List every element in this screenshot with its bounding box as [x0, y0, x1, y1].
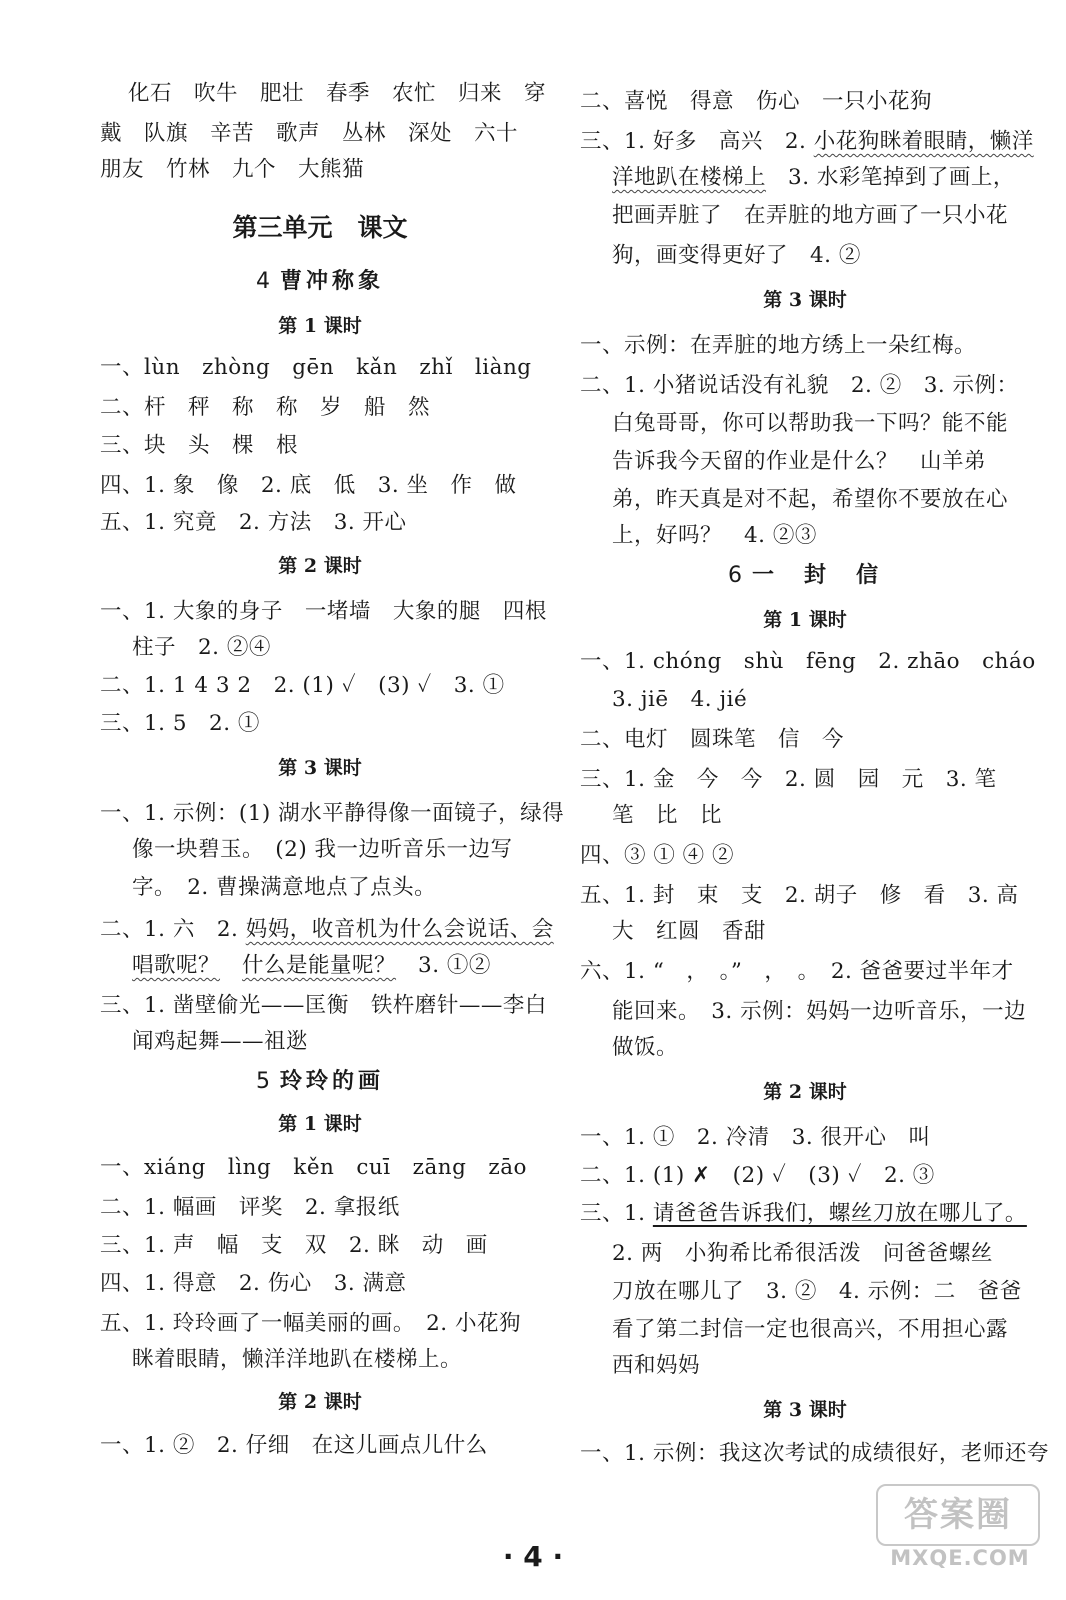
answer-line: 一、lùn zhòng gēn kǎn zhǐ liàng — [100, 355, 532, 380]
underlined-answer: 请爸爸告诉我们，螺丝刀放在哪儿了。 — [652, 1201, 1027, 1226]
lesson-4-title — [100, 264, 540, 300]
answer-line: 二、电灯 圆珠笔 信 今 — [580, 727, 845, 752]
lesson-4-period-3-title: 第 3 课时 — [278, 757, 362, 779]
answer-line-q3 — [580, 124, 1034, 160]
wavy-underlined-answer: 小花狗眯着眼睛，懒洋 — [813, 129, 1034, 154]
answer-line: 像一块碧玉。 (2) 我一边听音乐一边写 — [132, 837, 513, 862]
wavy-underlined-answer: 什么是能量呢？ — [242, 953, 397, 978]
answer-line: 弟，昨天真是对不起，希望你不要放在心 — [612, 487, 1009, 512]
answer-line: 3. jiē 4. jié — [612, 687, 748, 712]
answer-line-q2-cont — [132, 948, 491, 984]
spacer-text — [220, 953, 242, 978]
answer-line: 一、1. chóng shù fēng 2. zhāo cháo — [580, 649, 1036, 674]
lesson-5-period-3-title: 第 3 课时 — [763, 289, 847, 311]
answer-line: 二、1. (1) ✗ (2) ✓ (3) ✓ 2. ③ — [580, 1163, 935, 1188]
lesson-6-period-3-title: 第 3 课时 — [763, 1399, 847, 1421]
answer-line: 一、1. 示例：我这次考试的成绩很好，老师还夸 — [580, 1441, 1049, 1466]
answer-line: 六、1. “ ， 。” ， 。 2. 爸爸要过半年才 — [580, 959, 1014, 984]
answer-line: 告诉我今天留的作业是什么？ 山羊弟 — [612, 449, 987, 474]
lesson-4-number: 4 — [255, 269, 270, 294]
answer-line: 2. 两 小狗希比希很活泼 问爸爸螺丝 — [612, 1241, 993, 1266]
answer-line: 闻鸡起舞——祖逖 — [132, 1029, 309, 1054]
answer-line: 四、1. 象 像 2. 底 低 3. 坐 作 做 — [100, 473, 517, 498]
watermark-logo: 答案圈 — [876, 1484, 1040, 1546]
answer-line: 二、1. 1 4 3 2 2. (1) ✓ (3) ✓ 3. ① — [100, 673, 505, 698]
answer-line: 刀放在哪儿了 3. ② 4. 示例：二 爸爸 — [612, 1279, 1022, 1304]
lesson-5-period-2-title: 第 2 课时 — [278, 1391, 362, 1413]
answer-line: 二、1. 幅画 评奖 2. 拿报纸 — [100, 1195, 400, 1220]
answer-line: 三、块 头 棵 根 — [100, 433, 299, 458]
answer-line: 眯着眼睛，懒洋洋地趴在楼梯上。 — [132, 1347, 463, 1372]
answer-line: 五、1. 封 束 支 2. 胡子 修 看 3. 高 — [580, 883, 1019, 908]
answer-line: 四、③ ① ④ ② — [580, 843, 735, 868]
wavy-underlined-answer: 妈妈，收音机为什么会说话、会 — [245, 917, 554, 942]
intro-line-3: 朋友 竹林 九个 大熊猫 — [100, 157, 365, 182]
answer-line: 笔 比 比 — [612, 803, 723, 828]
q2-suffix: 3. ①② — [396, 953, 491, 978]
answer-line: 一、1. 示例：(1) 湖水平静得像一面镜子，绿得 — [100, 801, 565, 826]
q3-rest: 3. 水彩笔掉到了画上， — [766, 165, 1015, 190]
lesson-6-name: 一 封 信 — [751, 563, 882, 588]
answer-line-q3 — [580, 1196, 1027, 1232]
answer-line: 四、1. 得意 2. 伤心 3. 满意 — [100, 1271, 407, 1296]
answer-line: 大 红圆 香甜 — [612, 919, 767, 944]
lesson-6-period-1-title: 第 1 课时 — [763, 609, 847, 631]
answer-line-q3-cont — [612, 160, 1015, 196]
answer-line: 三、1. 声 幅 支 双 2. 眯 动 画 — [100, 1233, 488, 1258]
answer-line: 字。 2. 曹操满意地点了点头。 — [132, 875, 437, 900]
answer-line: 五、1. 玲玲画了一幅美丽的画。 2. 小花狗 — [100, 1311, 521, 1336]
answer-line: 一、示例：在弄脏的地方绣上一朵红梅。 — [580, 333, 977, 358]
answer-line: 看了第二封信一定也很高兴，不用担心露 — [612, 1317, 1009, 1342]
watermark-url: MXQE.COM — [890, 1546, 1030, 1570]
page-number: · 4 · — [502, 1540, 564, 1573]
lesson-5-number: 5 — [255, 1069, 270, 1094]
answer-line: 三、1. 5 2. ① — [100, 711, 260, 736]
lesson-5-name: 玲玲的画 — [279, 1069, 384, 1094]
intro-line-2: 戴 队旗 辛苦 歌声 丛林 深处 六十 — [100, 121, 519, 146]
answer-line: 二、杆 秤 称 称 岁 船 然 — [100, 395, 431, 420]
q2-prefix: 二、1. 六 2. — [100, 917, 246, 942]
answer-line: 三、1. 金 今 今 2. 圆 园 元 3. 笔 — [580, 767, 997, 792]
lesson-6-title — [580, 558, 1030, 594]
answer-line: 柱子 2. ②④ — [132, 635, 271, 660]
wavy-underlined-answer: 唱歌呢？ — [132, 953, 221, 978]
q3-prefix: 三、1. — [580, 1201, 653, 1226]
answer-line: 白兔哥哥，你可以帮助我一下吗？能不能 — [612, 411, 1009, 436]
answer-line: 能回来。 3. 示例：妈妈一边听音乐，一边 — [612, 999, 1027, 1024]
unit-title: 第三单元 课文 — [232, 213, 408, 242]
answer-line: 上，好吗？ 4. ②③ — [612, 523, 817, 548]
answer-line: 狗，画变得更好了 4. ② — [612, 243, 861, 268]
answer-line: 二、1. 小猪说话没有礼貌 2. ② 3. 示例： — [580, 373, 1019, 398]
intro-line-1: 化石 吹牛 肥壮 春季 农忙 归来 穿 — [128, 81, 547, 106]
wavy-underlined-answer: 洋地趴在楼梯上 — [612, 165, 767, 190]
answer-line: 做饭。 — [612, 1035, 679, 1060]
q3-prefix: 三、1. 好多 高兴 2. — [580, 129, 814, 154]
lesson-6-number: 6 — [727, 563, 742, 588]
answer-line: 一、1. ① 2. 冷清 3. 很开心 叫 — [580, 1125, 931, 1150]
lesson-5-title — [100, 1064, 540, 1100]
answer-line: 三、1. 凿壁偷光——匡衡 铁杵磨针——李白 — [100, 993, 547, 1018]
answer-line: 五、1. 究竟 2. 方法 3. 开心 — [100, 510, 407, 535]
answer-line: 一、1. ② 2. 仔细 在这儿画点儿什么 — [100, 1433, 488, 1458]
answer-line: 二、喜悦 得意 伤心 一只小花狗 — [580, 89, 933, 114]
lesson-4-period-2-title: 第 2 课时 — [278, 555, 362, 577]
answer-line: 一、1. 大象的身子 一堵墙 大象的腿 四根 — [100, 599, 547, 624]
lesson-4-period-1-title: 第 1 课时 — [278, 315, 362, 337]
answer-line-q2 — [100, 912, 554, 948]
lesson-5-period-1-title: 第 1 课时 — [278, 1113, 362, 1135]
answer-line: 一、xiáng lìng kěn cuī zāng zāo — [100, 1155, 528, 1180]
lesson-4-name: 曹冲称象 — [279, 269, 384, 294]
lesson-6-period-2-title: 第 2 课时 — [763, 1081, 847, 1103]
answer-line: 把画弄脏了 在弄脏的地方画了一只小花 — [612, 203, 1009, 228]
answer-line: 西和妈妈 — [612, 1353, 701, 1378]
